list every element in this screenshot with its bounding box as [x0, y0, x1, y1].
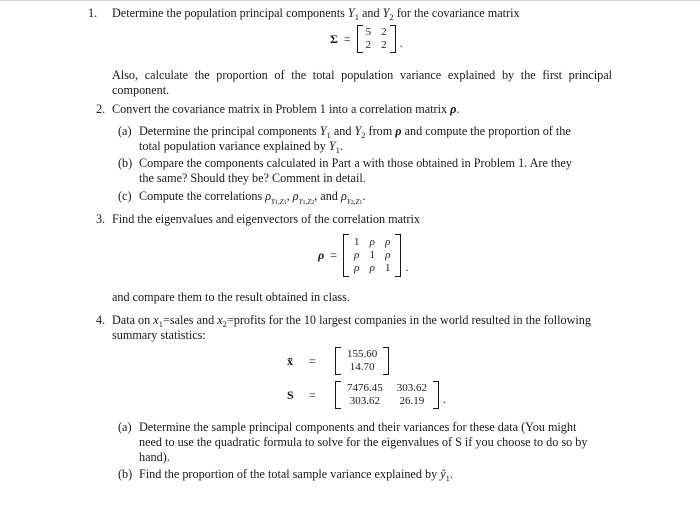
matrix-cell: ρ	[354, 262, 360, 274]
matrix-cell: 14.70	[349, 361, 375, 373]
matrix-cell: 303.62	[349, 395, 380, 407]
problem-1-statement: Determine the population principal components $Y_1$ and $Y_2$ for the covariance matrix	[112, 6, 520, 22]
problem-4-line2: summary statistics:	[112, 328, 206, 342]
problem-4a-line1: Determine the sample principal components and their variances for these data (You might	[139, 420, 577, 434]
problem-2b-label: (b)	[118, 156, 133, 170]
correlation-matrix: ρ = 1 ρ ρ ρ 1 ρ ρ ρ 1 .	[318, 234, 408, 277]
matrix-cell: 2	[365, 39, 372, 51]
problem-3-followup: and compare them to the result obtained in class.	[112, 290, 350, 304]
covariance-matrix: Σ = 5 2 2 2 .	[330, 26, 403, 51]
matrix-cell: ρ	[354, 249, 360, 261]
problem-3-number: 3.	[96, 212, 106, 226]
matrix-cell: 5	[365, 26, 372, 38]
problem-4a-line2: need to use the quadratic formula to solve for the eigenvalues of S if you choose to do so by	[139, 435, 588, 449]
problem-4-number: 4.	[96, 313, 106, 327]
matrix-cell: ρ	[385, 249, 391, 261]
problem-4b-text: Find the proportion of the total sample variance explained by $ŷ_1$.	[139, 467, 453, 483]
matrix-cell: 1	[384, 262, 391, 274]
matrix-cell: ρ	[369, 236, 375, 248]
problem-2a-line1: Determine the principal components $Y_1$ and $Y_2$ from ρ and compute the proportion of the	[139, 124, 571, 140]
problem-2c-text: Compute the correlations $\rho_{Y1,Z1}$, $\rho_{Y1,Z2}$, and $\rho_{Y2,Z1}$.	[139, 189, 366, 206]
problem-4a-label: (a)	[118, 420, 132, 434]
problem-3-statement: Find the eigenvalues and eigenvectors of the correlation matrix	[112, 212, 420, 226]
matrix-cell: 1	[353, 236, 360, 248]
problem-1-number: 1.	[88, 6, 98, 20]
problem-2a-line2: total population variance explained by $Y_1$.	[139, 139, 343, 155]
mean-vector: x̄ = 155.60 14.70	[287, 347, 389, 375]
matrix-cell: 155.60	[347, 348, 378, 360]
matrix-cell: 2	[381, 39, 387, 51]
problem-2b-line1: Compare the components calculated in Part a with those obtained in Problem 1. Are they	[139, 156, 572, 170]
problem-4b-label: (b)	[118, 467, 133, 481]
matrix-cell: 303.62	[396, 382, 427, 394]
problem-2-number: 2.	[96, 102, 106, 116]
matrix-cell: 7476.45	[347, 382, 383, 394]
problem-2-statement: Convert the covariance matrix in Problem 1 into a correlation matrix ρ.	[112, 102, 460, 116]
matrix-cell: ρ	[369, 262, 375, 274]
matrix-cell: 26.19	[399, 395, 425, 407]
matrix-cell: 1	[369, 249, 375, 261]
problem-1-followup: Also, calculate the proportion of the total population variance explained by the first principal component.	[112, 68, 612, 97]
problem-2b-line2: the same? Should they be? Comment in detail.	[139, 171, 366, 185]
sample-covariance-matrix: S = 7476.45 303.62 303.62 26.19 .	[287, 382, 446, 407]
top-divider	[0, 0, 700, 1]
problem-2a-label: (a)	[118, 124, 132, 138]
problem-4-line1: Data on $x_1=sales$ and $x_2=profits$ for the 10 largest companies in the world resulted in the following	[112, 313, 591, 329]
matrix-cell: 2	[381, 26, 387, 38]
matrix-cell: ρ	[385, 236, 391, 248]
problem-4a-line3: hand).	[139, 450, 170, 464]
problem-2c-label: (c)	[118, 189, 132, 203]
